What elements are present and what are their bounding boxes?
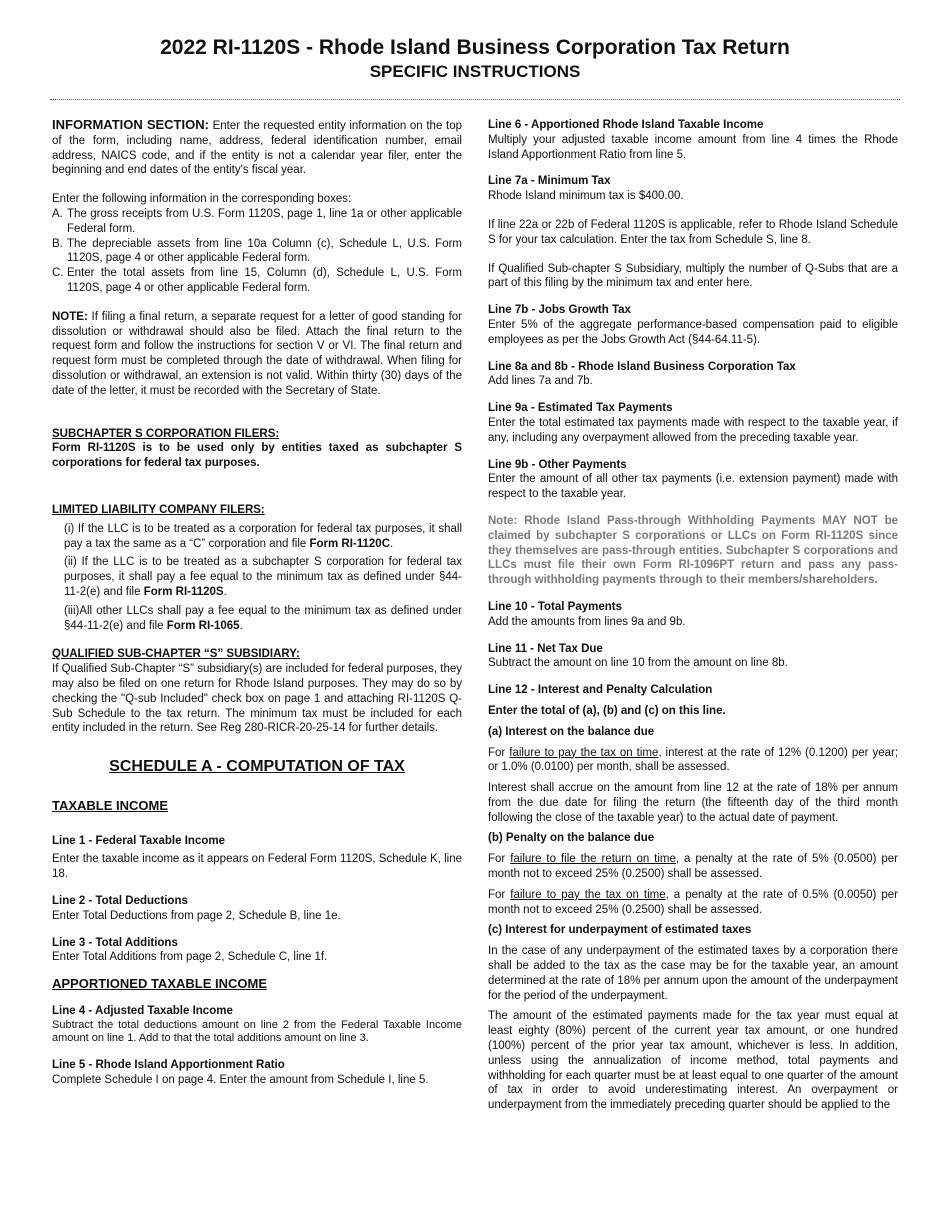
note-label: NOTE: [52,310,88,323]
list-item: C. Enter the total assets from line 15, Column (d), Schedule L, U.S. Form 1120S, page 4 or other applicable Federal form. [52,267,462,294]
apportioned-income-heading: APPORTIONED TAXABLE INCOME [52,976,267,992]
line2-text: Enter Total Deductions from page 2, Schedule B, line 1e. [52,909,341,922]
note-text: If filing a final return, a separate request for a letter of good standing for dissolution or withdrawal should also be filed. Attach the final return to the request form and follow the instructions for section V or VI. The final return and request form must be completed through the date of withdrawal. When filing for dissolution or withdrawal, an extension is not valid. Within thirty (30) days of the date of the letter, it must be recorded with the Secretary of State. [52,310,462,397]
list-item: (ii) If the LLC is to be treated as a subchapter S corporation for federal tax purposes, it shall pay a fee equal to the minimum tax as defined under §44-11-2(e) and file Form RI-1120S. [64,556,462,598]
list-item: (i) If the LLC is to be treated as a corporation for federal tax purposes, it shall pay a tax the same as a “C” corporation and file Form RI-1120C. [64,522,462,550]
llc-heading: LIMITED LIABILITY COMPANY FILERS: [52,503,265,516]
line12-heading: Line 12 - Interest and Penalty Calculation [488,684,713,697]
left-column [52,118,462,1087]
penalty-text-1: For failure to file the return on time, a penalty at the rate of 5% (0.0500) per month not to exceed 25% (0.2500) shall be assessed. [488,853,898,881]
underpayment-heading: (c) Interest for underpayment of estimated taxes [488,924,752,937]
line1-heading: Line 1 - Federal Taxable Income [52,834,225,847]
line7a-heading: Line 7a - Minimum Tax [488,175,611,188]
line7b-heading: Line 7b - Jobs Growth Tax [488,304,631,317]
schedule-a-heading: SCHEDULE A - COMPUTATION OF TAX [109,758,405,776]
line4-text: Subtract the total deductions amount on line 2 from the Federal Taxable Income amount on line 1. Add to that the total additions amount on line 3. [52,1018,462,1045]
information-heading: INFORMATION SECTION: [52,117,209,132]
line10-text: Add the amounts from lines 9a and 9b. [488,615,686,628]
line9b-heading: Line 9b - Other Payments [488,458,627,471]
page-subtitle: SPECIFIC INSTRUCTIONS [369,62,581,81]
line4-heading: Line 4 - Adjusted Taxable Income [52,1005,233,1018]
note-paragraph [52,310,462,399]
penalty-heading: (b) Penalty on the balance due [488,832,655,845]
line8-heading: Line 8a and 8b - Rhode Island Business Corporation Tax [488,360,796,373]
subchapter-s-heading: SUBCHAPTER S CORPORATION FILERS: [52,427,280,440]
line7a-text-3: If Qualified Sub-chapter S Subsidiary, multiply the number of Q-Subs that are a part of this filing by the minimum tax and enter here. [488,262,898,290]
qsub-text: If Qualified Sub-Chapter “S” subsidiary(s) are included for federal purposes, they may also be filed on one return for Rhode Island purposes. They may do so by checking the "Q-sub Included" check box on page 1 and attaching RI-1120S Q-Sub Schedule to the tax return. The minimum tax must be included for each entity included in the return. See Reg 280-RICR-20-25-14 for further details. [52,663,462,735]
list-item: (iii)All other LLCs shall pay a fee equal to the minimum tax as defined under §44-11-2(e) and file Form RI-1065. [64,604,462,632]
line1-text: Enter the taxable income as it appears on Federal Form 1120S, Schedule K, line 18. [52,853,462,881]
information-section [52,118,462,178]
line9a-text: Enter the total estimated tax payments made with respect to the taxable year, if any, including any overpayment allowed from the preceding taxable year. [488,416,898,444]
boxes-list [52,207,462,296]
list-item: A. The gross receipts from U.S. Form 1120S, page 1, line 1a or other applicable Federal form. [52,207,462,235]
line3-text: Enter Total Additions from page 2, Schedule C, line 1f. [52,951,328,964]
qsub-heading: QUALIFIED SUB-CHAPTER “S” SUBSIDIARY: [52,648,300,661]
interest-text-2: Interest shall accrue on the amount from line 12 at the rate of 18% per annum from the due date for filing the return (the fifteenth day of the third month following the close of the taxable year) to the actual date of payment. [488,782,898,824]
line9b-text: Enter the amount of all other tax payments (i.e. extension payment) made with respect to the taxable year. [488,473,898,501]
underpayment-text-1: In the case of any underpayment of the estimated taxes by a corporation there shall be added to the tax as the case may be for the taxable year, an amount determined at the rate of 18% per annum upon the amount of the underpayment for the period of the underpayment. [488,945,898,1002]
interest-text-1: For failure to pay the tax on time, interest at the rate of 12% (0.1200) per year; or 1.0% (0.0100) per month, shall be assessed. [488,746,899,774]
list-item: B. The depreciable assets from line 10a Column (c), Schedule L, U.S. Form 1120S, page 4 or other applicable Federal form. [52,237,462,265]
line8-text: Add lines 7a and 7b. [488,375,593,388]
line2-heading: Line 2 - Total Deductions [52,895,188,908]
line7a-text-2: If line 22a or 22b of Federal 1120S is applicable, refer to Rhode Island Schedule S for your tax calculation. Enter the tax from Schedule S, line 8. [488,218,898,246]
line11-heading: Line 11 - Net Tax Due [488,642,603,655]
penalty-text-2: For failure to pay the tax on time, a penalty at the rate of 0.5% (0.0050) per month not to exceed 25% (0.2500) shall be assessed. [488,888,898,916]
right-column [488,118,898,1113]
line7b-text: Enter 5% of the aggregate performance-based compensation paid to eligible employees as per the Jobs Growth Act (§44-64.11-5). [488,318,898,346]
page-title: 2022 RI-1120S - Rhode Island Business Corporation Tax Return [160,36,790,59]
line10-heading: Line 10 - Total Payments [488,600,622,613]
boxes-intro: Enter the following information in the corresponding boxes: [52,193,352,206]
taxable-income-heading: TAXABLE INCOME [52,797,169,813]
line9a-heading: Line 9a - Estimated Tax Payments [488,402,673,415]
line5-heading: Line 5 - Rhode Island Apportionment Ratio [52,1058,285,1071]
line11-text: Subtract the amount on line 10 from the amount on line 8b. [488,657,788,670]
subchapter-s-text: Form RI-1120S is to be used only by entities taxed as subchapter S corporations for federal tax purposes. [52,442,462,470]
pass-through-note: Note: Rhode Island Pass-through Withholding Payments MAY NOT be claimed by subchapter S corporations or LLCs on Form RI-1120S since they themselves are pass-through entities. Subchapter S corporations and LLCs must file their own Form RI-1096PT return and pass any pass-through withholding payments through to their members/shareholders. [488,514,898,587]
underpayment-text-2: The amount of the estimated payments made for the tax year must equal at least eighty (80%) percent of the current year tax amount, or one hundred (100%) percent of the prior year tax amount, whichever is less. In addition, unless using the annualization of income method, total payments and withholding for each quarter must be at least equal to one quarter of the amount of tax in order to avoid underestimating interest. An overpayment or underpayment from the immediately preceding quarter should be applied to the [488,1010,898,1112]
line5-text: Complete Schedule I on page 4. Enter the amount from Schedule I, line 5. [52,1073,429,1086]
line6-text: Multiply your adjusted taxable income amount from line 4 times the Rhode Island Apportionment Ratio from line 5. [488,133,898,161]
line12-total-instruction: Enter the total of (a), (b) and (c) on this line. [488,704,726,717]
dotted-divider [50,99,900,100]
line6-heading: Line 6 - Apportioned Rhode Island Taxable Income [488,119,764,131]
interest-heading: (a) Interest on the balance due [488,725,655,738]
line3-heading: Line 3 - Total Additions [52,936,178,949]
llc-list [52,522,462,634]
line7a-text: Rhode Island minimum tax is $400.00. [488,190,684,203]
information-text: Enter the requested entity information on the top of the form, including name, address, federal identification number, email address, NAICS code, and if the entity is not a calendar year filer, enter the beginning and end dates of the entity's fiscal year. [52,120,462,177]
